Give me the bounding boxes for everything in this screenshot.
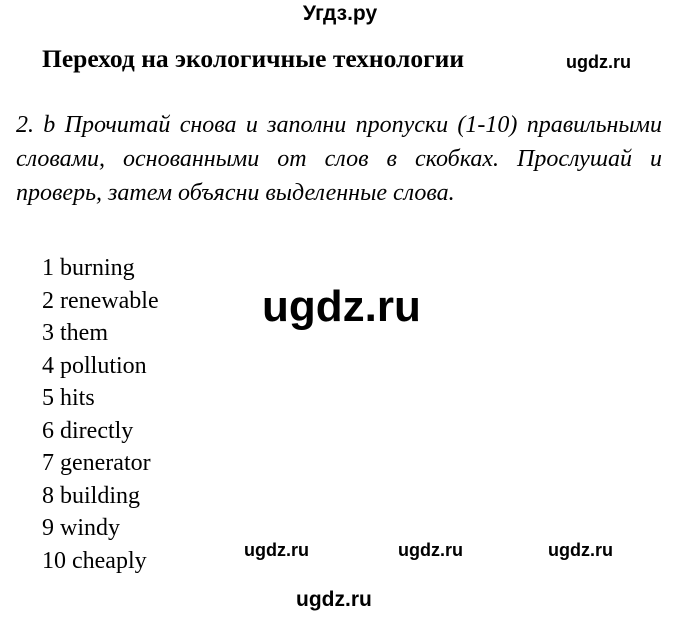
answer-item: 7 generator xyxy=(42,450,151,476)
answer-item: 6 directly xyxy=(42,417,134,444)
answer-item: 5 hits xyxy=(42,385,95,411)
watermark-footer: ugdz.ru xyxy=(296,588,372,611)
answer-item: 10 cheaply xyxy=(42,547,147,574)
answer-item: 2 renewable xyxy=(42,287,159,314)
site-header: Угдз.ру xyxy=(302,2,378,25)
answer-list xyxy=(42,252,159,577)
watermark-bottom-3: ugdz.ru xyxy=(548,540,613,560)
answer-item: 9 windy xyxy=(42,515,120,541)
answer-item: 1 burning xyxy=(42,255,135,281)
task-instruction: 2. b Прочитай снова и заполни пропуски (1-10) правильными словами, основанными от слов в скобках. Прослушай и проверь, затем объясни выделенные слова. xyxy=(16,112,662,206)
watermark-title: ugdz.ru xyxy=(566,52,631,72)
answer-item: 4 pollution xyxy=(42,352,147,379)
watermark-bottom-1: ugdz.ru xyxy=(244,540,309,560)
answer-item: 3 them xyxy=(42,320,108,346)
watermark-bottom-2: ugdz.ru xyxy=(398,540,463,560)
watermark-center: ugdz.ru xyxy=(262,282,421,331)
answer-item: 8 building xyxy=(42,482,141,509)
page-title: Переход на экологичные технологии xyxy=(42,44,465,73)
